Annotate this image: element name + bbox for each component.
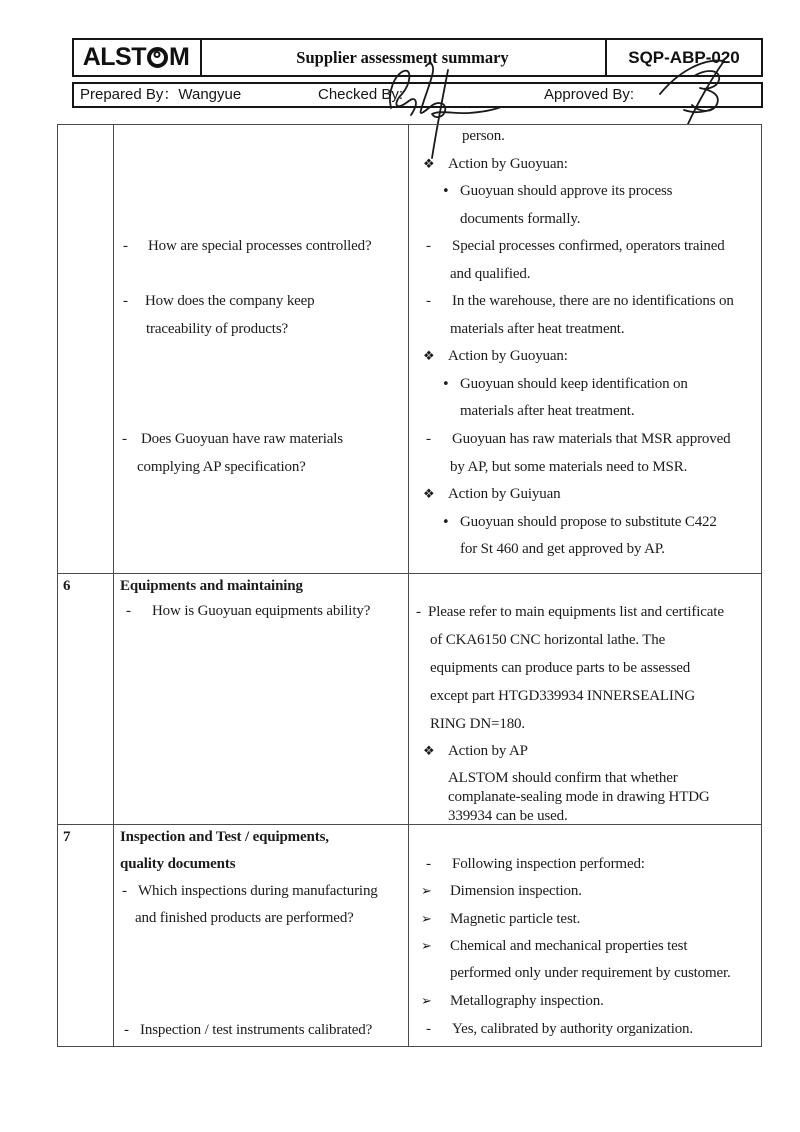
dot-bullet-icon: • <box>442 377 450 392</box>
dash-marker-icon: - <box>426 431 431 447</box>
answer-line: - Please refer to main equipments list and certificate <box>416 604 724 620</box>
logo-text: M <box>168 43 190 71</box>
section-heading: quality documents <box>120 856 236 872</box>
dash-marker-icon: - <box>122 431 127 447</box>
answer-line: by AP, but some materials need to MSR. <box>450 459 688 475</box>
arrow-bullet-icon: ➢ <box>421 939 432 954</box>
diamond-bullet-icon: ❖ <box>423 744 435 759</box>
dash-marker-icon: - <box>426 1021 431 1037</box>
document-number: SQP-ABP-020 <box>628 47 740 67</box>
answer-line: documents formally. <box>460 211 581 227</box>
arrow-bullet-icon: ➢ <box>421 994 432 1009</box>
logo-o-icon <box>147 47 168 68</box>
table-row-border <box>57 573 762 574</box>
checked-by-label: Checked By: <box>318 86 404 103</box>
row-number: 7 <box>63 829 71 845</box>
dot-bullet-icon: • <box>442 515 450 530</box>
question-line: - Does Guoyuan have raw materials <box>122 431 343 447</box>
approved-by-label: Approved By: <box>544 86 635 103</box>
question-line: - Inspection / test instruments calibrated? <box>124 1022 373 1038</box>
dash-marker-icon: - <box>124 1022 129 1038</box>
answer-line: materials after heat treatment. <box>460 403 635 419</box>
row-number: 6 <box>63 578 71 594</box>
question-line: complying AP specification? <box>137 459 306 475</box>
section-heading: Inspection and Test / equipments, <box>120 829 329 845</box>
prepared-by <box>80 86 241 104</box>
logo-text: ALST <box>82 43 146 71</box>
dash-marker-icon: - <box>126 603 131 619</box>
answer-line: - In the warehouse, there are no identifications on <box>426 293 734 309</box>
question-line: - How are special processes controlled? <box>123 238 372 254</box>
answer-line: - Following inspection performed: <box>426 856 645 872</box>
answer-line: - Guoyuan has raw materials that MSR approved <box>426 431 731 447</box>
answer-line: - Yes, calibrated by authority organization. <box>426 1021 694 1037</box>
dash-marker-icon: - <box>123 293 128 309</box>
question-line: and finished products are performed? <box>135 910 354 926</box>
dash-marker-icon: - <box>122 883 127 899</box>
answer-line: performed only under requirement by customer. <box>450 965 731 981</box>
prepared-by-label: Prepared By： <box>80 86 179 103</box>
dash-marker-icon: - <box>123 238 128 254</box>
dot-bullet-icon: • <box>442 184 450 199</box>
question-line: traceability of products? <box>146 321 289 337</box>
arrow-bullet-icon: ➢ <box>421 884 432 899</box>
answer-line: - Special processes confirmed, operators trained <box>426 238 725 254</box>
answer-line: of CKA6150 CNC horizontal lathe. The <box>430 632 666 648</box>
answer-line: • Guoyuan should approve its process <box>442 183 673 199</box>
answer-line: equipments can produce parts to be assessed <box>430 660 691 676</box>
answer-line: except part HTGD339934 INNERSEALING <box>430 688 696 704</box>
dash-marker-icon: - <box>426 293 431 309</box>
answer-line: complanate-sealing mode in drawing HTDG <box>448 789 710 805</box>
answer-line: RING DN=180. <box>430 716 525 732</box>
answer-line: ❖ Action by AP <box>423 743 528 759</box>
question-line: - Which inspections during manufacturing <box>122 883 378 899</box>
prepared-by-value: Wangyue <box>178 86 242 103</box>
arrow-bullet-icon: ➢ <box>421 912 432 927</box>
answer-line: ➢ Magnetic particle test. <box>421 911 581 927</box>
table-column-border <box>408 124 409 1047</box>
diamond-bullet-icon: ❖ <box>423 487 435 502</box>
dash-marker-icon: - <box>426 856 431 872</box>
answer-line: ❖ Action by Guoyuan: <box>423 348 568 364</box>
answer-line: ➢ Dimension inspection. <box>421 883 582 899</box>
document-title: Supplier assessment summary <box>296 47 509 67</box>
answer-line: ❖ Action by Guoyuan: <box>423 156 568 172</box>
alstom-logo <box>83 43 190 72</box>
approved-by-signature <box>648 52 763 132</box>
answer-line: ➢ Metallography inspection. <box>421 993 604 1009</box>
answer-line: materials after heat treatment. <box>450 321 625 337</box>
answer-line: ALSTOM should confirm that whether <box>448 770 678 786</box>
diamond-bullet-icon: ❖ <box>423 157 435 172</box>
answer-line: and qualified. <box>450 266 531 282</box>
table-row-border <box>57 824 762 825</box>
diamond-bullet-icon: ❖ <box>423 349 435 364</box>
answer-line: • Guoyuan should propose to substitute C422 <box>442 514 717 530</box>
question-line: - How is Guoyuan equipments ability? <box>126 603 371 619</box>
answer-line: • Guoyuan should keep identification on <box>442 376 688 392</box>
dash-marker-icon: - <box>426 238 431 254</box>
section-heading: Equipments and maintaining <box>120 578 303 594</box>
answer-line: person. <box>462 128 505 144</box>
table-column-border <box>113 124 114 1047</box>
question-line: - How does the company keep <box>123 293 315 309</box>
answer-line: ❖ Action by Guiyuan <box>423 486 561 502</box>
logo-cell <box>72 38 200 77</box>
answer-line: for St 460 and get approved by AP. <box>460 541 665 557</box>
dash-marker-icon: - <box>416 604 421 620</box>
answer-line: ➢ Chemical and mechanical properties test <box>421 938 688 954</box>
answer-line: 339934 can be used. <box>448 808 568 824</box>
